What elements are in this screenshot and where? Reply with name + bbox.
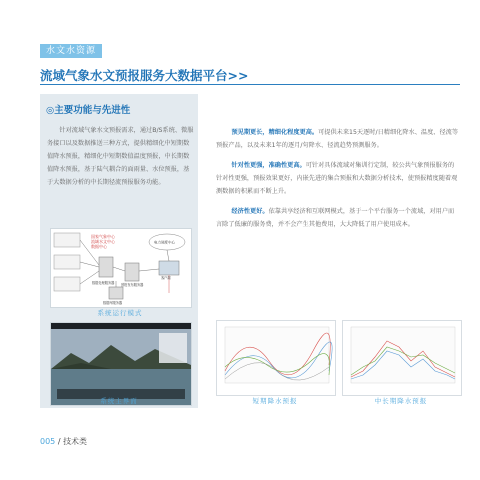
feature-paragraph-2 [216,159,460,198]
diagram-bottom-label: 数据库服务器 [103,301,123,305]
main-interface-image [51,323,191,405]
short-term-chart-graphic [217,321,335,395]
feature-paragraph-1 [216,126,460,152]
feature-3-highlight: 经济性更好。 [231,208,269,215]
feature-1-highlight: 预见期更长，精细化程度更高。 [231,129,319,136]
diagram-legend-3: 数据中心 [91,244,107,249]
features-panel [40,94,198,408]
feature-2-highlight: 针对性更强，准确性更高。 [231,162,306,169]
screenshot-caption: 系统主界面 [100,397,138,405]
diagram-legend-1: 国家气象中心 [91,234,115,239]
long-term-chart [342,320,462,396]
system-mode-diagram [50,228,192,308]
page-footer [40,436,87,447]
short-term-chart [216,320,336,396]
page-title: 流域气象水文预报服务大数据平台>> [40,68,249,83]
section-tag: 水文水资源 [40,44,102,58]
diagram-server-mid: 预报发布服务器 [121,283,144,287]
forecast-charts [216,320,462,405]
diagram-cloud-label: 电力调度中心 [154,240,175,245]
panel-heading: ◎主要功能与先进性 [46,105,131,116]
title-divider [40,84,460,85]
short-term-caption: 短期降水预报 [252,397,298,405]
feature-paragraph-3 [216,205,460,231]
diagram-caption: 系统运行模式 [97,309,143,317]
intro-paragraph: 针对流域气象水文预报需求，通过B/S系统、微服务接口以及数据推送三种方式，提供精细化中短期数值降水预报，精细化中短期数值温度预报，中长期数值降水预报，基于陆气耦合的面雨量、水位预报，基于大数据分析的中长期径流预报服务功能。 [47,127,194,186]
diagram-server-left: 数据处理服务器 [92,281,115,285]
diagram-graphic [51,229,191,307]
long-term-caption: 中长期降水预报 [374,397,428,405]
footer-separator: / [55,437,64,446]
feature-3-text: 依靠共享经济和互联网模式，基于一个平台服务一个流域，对用户而言除了低廉的服务费，并不会产生其他费用，大大降低了用户使用成本。 [216,208,455,228]
main-interface-screenshot [50,322,192,406]
diagram-server-right: 客户端 [161,276,171,280]
page-number: 005 [40,437,56,446]
diagram-legend-2: 流域水文中心 [91,239,115,244]
footer-section: 技术类 [63,437,88,446]
long-term-chart-graphic [343,321,461,395]
feature-2-text: 可针对具体流域对集训行定制，较公共气象预报服务的针对性更强，预报效果更好，内嵌先进的集合预报和大数据分析技术，使预报精度随着观测数据的积累而不断上升。 [216,162,458,195]
feature-1-text: 可提供未来15天逐时/日精细化降水、温度、径流等预报产品，以及未来1年的逐月/句降水、径流趋势预测服务。 [216,129,459,149]
right-column [216,126,460,238]
